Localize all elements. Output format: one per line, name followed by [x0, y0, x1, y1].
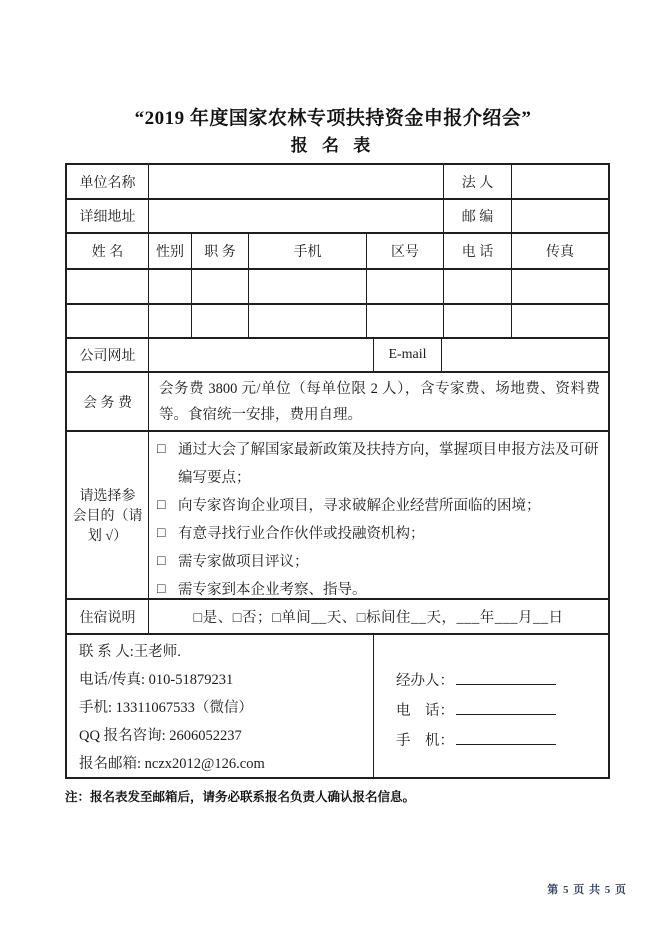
page-number: 第 5 页 共 5 页: [547, 884, 627, 896]
contact-qq-line: QQ 报名咨询: 2606052237: [79, 728, 242, 744]
unit-name-input[interactable]: [149, 165, 444, 200]
purpose-row: [67, 432, 608, 600]
purpose-label-line3: 划 √）: [87, 529, 128, 544]
attendee-row-1: [67, 270, 608, 305]
purpose-label-line1: 请选择参: [79, 489, 136, 504]
fee-label: 会 务 费: [67, 373, 149, 432]
handler-phone-input[interactable]: [456, 700, 556, 715]
purpose-label-line2: 会目的（请: [72, 509, 143, 524]
lodging-options[interactable]: □是、□否；□单间__天、□标间住__天，___年___月__日: [149, 600, 608, 635]
checkbox-icon[interactable]: □: [157, 526, 166, 541]
attendee1-area-code-input[interactable]: [367, 270, 444, 305]
checkbox-icon[interactable]: □: [157, 498, 166, 513]
attendee2-mobile-input[interactable]: [249, 305, 367, 339]
purpose-options: [149, 432, 608, 600]
purpose-item-text: 需专家到本企业考察、指导。: [178, 582, 367, 598]
attendee-header-row: [67, 234, 608, 270]
address-input[interactable]: [149, 200, 444, 234]
attendee2-gender-input[interactable]: [149, 305, 192, 339]
header-name: 姓 名: [67, 234, 149, 270]
purpose-item: [157, 548, 602, 576]
purpose-item: [157, 576, 602, 600]
checkbox-icon[interactable]: □: [157, 442, 166, 457]
fee-row: [67, 373, 608, 432]
attendee1-name-input[interactable]: [67, 270, 149, 305]
registration-table: [65, 163, 610, 779]
unit-name-label: 单位名称: [67, 165, 149, 200]
purpose-item-text: 向专家咨询企业项目，寻求破解企业经营所面临的困境；: [178, 498, 541, 514]
email-input[interactable]: [442, 339, 608, 373]
attendee1-fax-input[interactable]: [512, 270, 608, 305]
email-label: E-mail: [374, 339, 442, 373]
handler-name-input[interactable]: [456, 670, 556, 685]
postcode-input[interactable]: [512, 200, 608, 234]
address-label: 详细地址: [67, 200, 149, 234]
note-text: 注：报名表发至邮箱后，请务必联系报名负责人确认报名信息。: [65, 790, 416, 804]
attendee2-name-input[interactable]: [67, 305, 149, 339]
handler-mobile-field: [396, 726, 602, 756]
page-subtitle: 报 名 表: [290, 136, 376, 155]
fee-description: [149, 373, 608, 432]
attendee2-phone-input[interactable]: [444, 305, 512, 339]
contact-person-line: 联 系 人:王老师.: [79, 644, 181, 660]
header-gender: 性别: [149, 234, 192, 270]
handler-phone-field: [396, 696, 602, 726]
website-row: [67, 339, 608, 373]
website-label: 公司网址: [67, 339, 149, 373]
legal-person-label: 法 人: [444, 165, 512, 200]
address-row: [67, 200, 608, 234]
purpose-label: [67, 432, 149, 600]
purpose-item-text: 需专家做项目评议；: [178, 554, 309, 570]
attendee1-position-input[interactable]: [192, 270, 249, 305]
attendee-row-2: [67, 305, 608, 339]
checkbox-icon[interactable]: □: [157, 554, 166, 569]
purpose-item-text: 通过大会了解国家最新政策及扶持方向，掌握项目申报方法及可研编写要点；: [178, 442, 599, 486]
header-fax: 传真: [512, 234, 608, 270]
handler-mobile-input[interactable]: [456, 730, 556, 745]
purpose-item: [157, 520, 602, 548]
header-mobile: 手机: [249, 234, 367, 270]
lodging-label: 住宿说明: [67, 600, 149, 635]
purpose-item-text: 有意寻找行业合作伙伴或投融资机构；: [178, 526, 425, 542]
handler-fields-cell: [374, 635, 608, 777]
attendee1-gender-input[interactable]: [149, 270, 192, 305]
contact-email-line: 报名邮箱: nczx2012@126.com: [79, 756, 265, 772]
page-title: “2019 年度国家农林专项扶持资金申报介绍会”: [134, 108, 532, 129]
checkbox-icon[interactable]: □: [157, 582, 166, 597]
handler-name-field: [396, 666, 602, 696]
attendee2-position-input[interactable]: [192, 305, 249, 339]
handler-name-label: 经办人：: [396, 673, 454, 689]
lodging-row: [67, 600, 608, 635]
purpose-item: [157, 492, 602, 520]
purpose-item: [157, 436, 602, 492]
postcode-label: 邮 编: [444, 200, 512, 234]
contact-phone-fax-line: 电话/传真: 010-51879231: [79, 672, 234, 688]
contact-mobile-line: 手机: 13311067533（微信）: [79, 700, 253, 716]
handler-phone-label: 电 话：: [396, 703, 454, 719]
unit-name-row: [67, 165, 608, 200]
handler-mobile-label: 手 机：: [396, 733, 454, 749]
contact-row: [67, 635, 608, 777]
header-phone: 电 话: [444, 234, 512, 270]
header-position: 职 务: [192, 234, 249, 270]
attendee1-mobile-input[interactable]: [249, 270, 367, 305]
attendee1-phone-input[interactable]: [444, 270, 512, 305]
website-input[interactable]: [149, 339, 374, 373]
attendee2-fax-input[interactable]: [512, 305, 608, 339]
legal-person-input[interactable]: [512, 165, 608, 200]
fee-text: 会务费 3800 元/单位（每单位限 2 人），含专家费、场地费、资料费等。食宿统一安排，费用自理。: [159, 381, 600, 423]
attendee2-area-code-input[interactable]: [367, 305, 444, 339]
header-area-code: 区号: [367, 234, 444, 270]
contact-info-cell: [67, 635, 374, 777]
